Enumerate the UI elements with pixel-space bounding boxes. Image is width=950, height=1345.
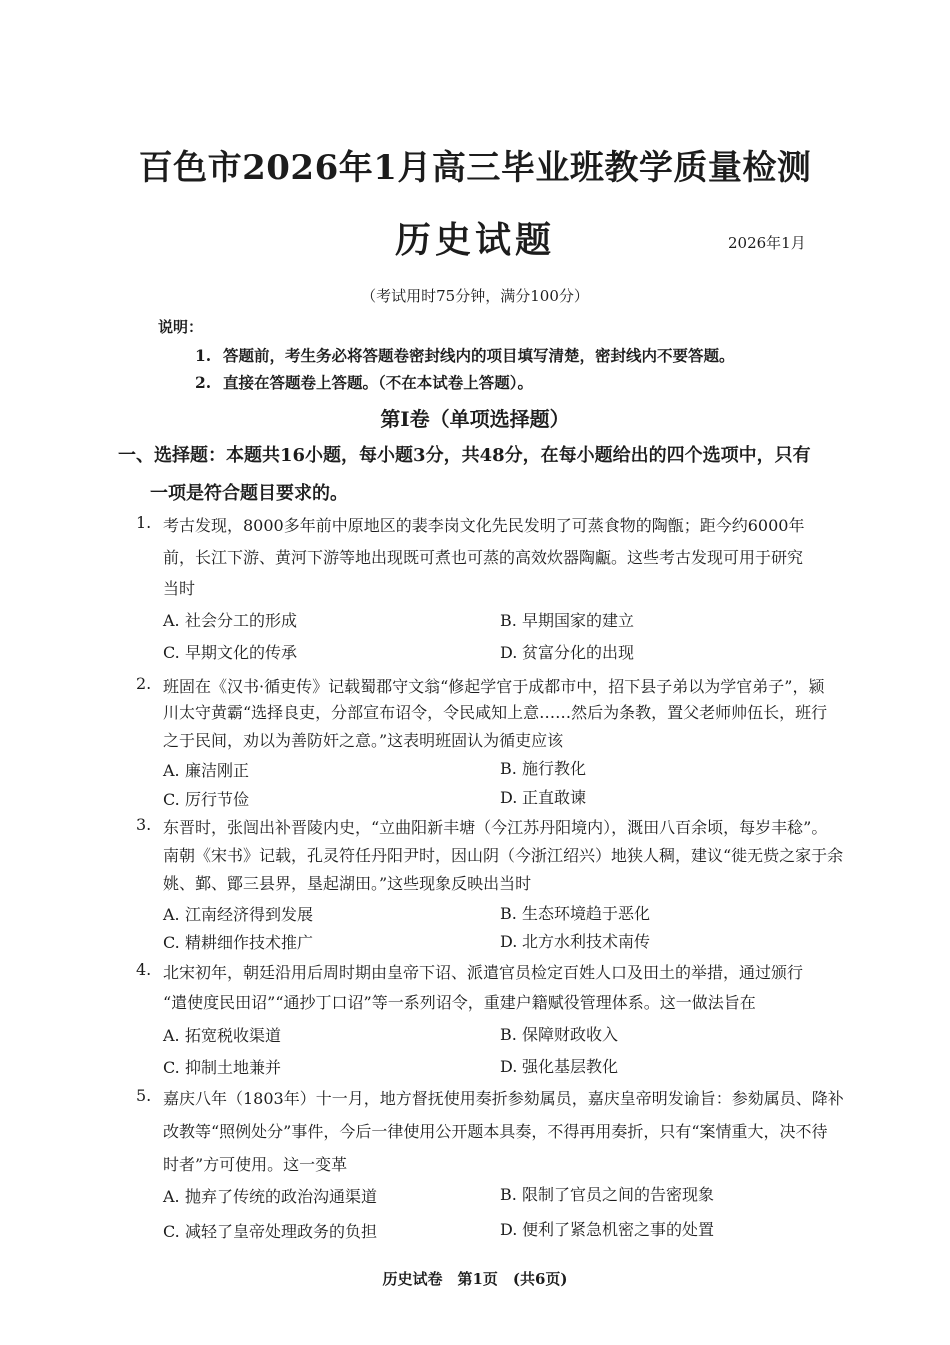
question-text: 川太守黄霸“选择良吏，分部宣布诏令，令民咸知上意……然后为条教，置父老师帅伍长，班行 (163, 703, 828, 722)
question-number: 1. (136, 513, 152, 532)
option-c: C. 厉行节俭 (163, 790, 250, 809)
question-text: 前，长江下游、黄河下游等地出现既可煮也可蒸的高效炊器陶甗。这些考古发现可用于研究 (163, 548, 804, 567)
subject-title: 历史试题 (394, 219, 555, 261)
note-text: 直接在答题卷上答题。（不在本试卷上答题）。 (223, 373, 534, 392)
notes-label: 说明： (158, 318, 204, 336)
option-a: A. 社会分工的形成 (163, 611, 298, 630)
option-a: A. 抛弃了传统的政治沟通渠道 (163, 1187, 378, 1206)
option-b: B. 限制了官员之间的告密现象 (500, 1185, 715, 1204)
option-c: C. 精耕细作技术推广 (163, 933, 314, 952)
question-number: 3. (136, 815, 152, 834)
note-item (195, 371, 533, 393)
question-text: 姚、鄞、鄮三县界，垦起湖田。”这些现象反映出当时 (163, 874, 532, 893)
question-text: 东晋时，张闿出补晋陵内史，“立曲阳新丰塘（今江苏丹阳境内），溉田八百余顷，每岁丰稔”。 (163, 818, 828, 837)
question-text: 嘉庆八年（1803年）十一月，地方督抚使用奏折参劾属员，嘉庆皇帝明发谕旨：参劾属员、降补 (163, 1089, 844, 1108)
option-b: B. 保障财政收入 (500, 1025, 619, 1044)
option-d: D. 正直敢谏 (500, 788, 587, 807)
question-number: 2. (136, 674, 152, 693)
option-a: A. 江南经济得到发展 (163, 905, 314, 924)
option-d: D. 便利了紧急机密之事的处置 (500, 1220, 715, 1239)
note-text: 答题前，考生务必将答题卷密封线内的项目填写清楚，密封线内不要答题。 (223, 346, 735, 365)
exam-date: 2026年1月 (728, 234, 806, 252)
page-footer: 历史试卷 第1页 (共6页) (382, 1270, 568, 1288)
option-a: A. 廉洁刚正 (163, 761, 250, 780)
option-d: D. 强化基层教化 (500, 1057, 619, 1076)
question-text: 时者”方可使用。这一变革 (163, 1155, 348, 1174)
question-text: 北宋初年，朝廷沿用后周时期由皇帝下诏、派遣官员检定百姓人口及田土的举措，通过颁行 (163, 963, 804, 982)
question-text: 南朝《宋书》记载，孔灵符任丹阳尹时，因山阴（今浙江绍兴）地狭人稠，建议“徙无赀之家于余 (163, 846, 844, 865)
section-instruction: 一、选择题：本题共16小题，每小题3分，共48分，在每小题给出的四个选项中，只有 (118, 445, 811, 466)
exam-title: 百色市2026年1月高三毕业班教学质量检测 (138, 148, 812, 188)
note-number: 2. (195, 373, 212, 392)
option-a: A. 拓宽税收渠道 (163, 1026, 282, 1045)
note-item (195, 344, 735, 366)
option-d: D. 贫富分化的出现 (500, 643, 635, 662)
section-instruction: 一项是符合题目要求的。 (150, 483, 348, 504)
option-b: B. 施行教化 (500, 759, 587, 778)
question-number: 4. (136, 960, 152, 979)
question-text: 当时 (163, 579, 196, 598)
option-c: C. 抑制土地兼并 (163, 1058, 282, 1077)
option-c: C. 早期文化的传承 (163, 643, 298, 662)
note-number: 1. (195, 346, 212, 365)
exam-info: （考试用时75分钟，满分100分） (361, 287, 589, 305)
option-d: D. 北方水利技术南传 (500, 932, 651, 951)
question-text: “遣使度民田诏”“通抄丁口诏”等一系列诏令，重建户籍赋役管理体系。这一做法旨在 (163, 993, 756, 1012)
question-text: 班固在《汉书·循吏传》记载蜀郡守文翁“修起学官于成都市中，招下县子弟以为学官弟子”，颍 (163, 677, 825, 696)
question-text: 考古发现，8000多年前中原地区的裴李岗文化先民发明了可蒸食物的陶甑；距今约6000年 (163, 516, 805, 535)
section-title: 第Ⅰ卷（单项选择题） (380, 407, 570, 431)
option-b: B. 生态环境趋于恶化 (500, 904, 651, 923)
option-c: C. 减轻了皇帝处理政务的负担 (163, 1222, 378, 1241)
question-text: 之于民间，劝以为善防奸之意。”这表明班固认为循吏应该 (163, 731, 564, 750)
question-text: 改教等“照例处分”事件，今后一律使用公开题本具奏，不得再用奏折，只有“案情重大，决不待 (163, 1122, 828, 1141)
option-b: B. 早期国家的建立 (500, 611, 635, 630)
question-number: 5. (136, 1086, 152, 1105)
